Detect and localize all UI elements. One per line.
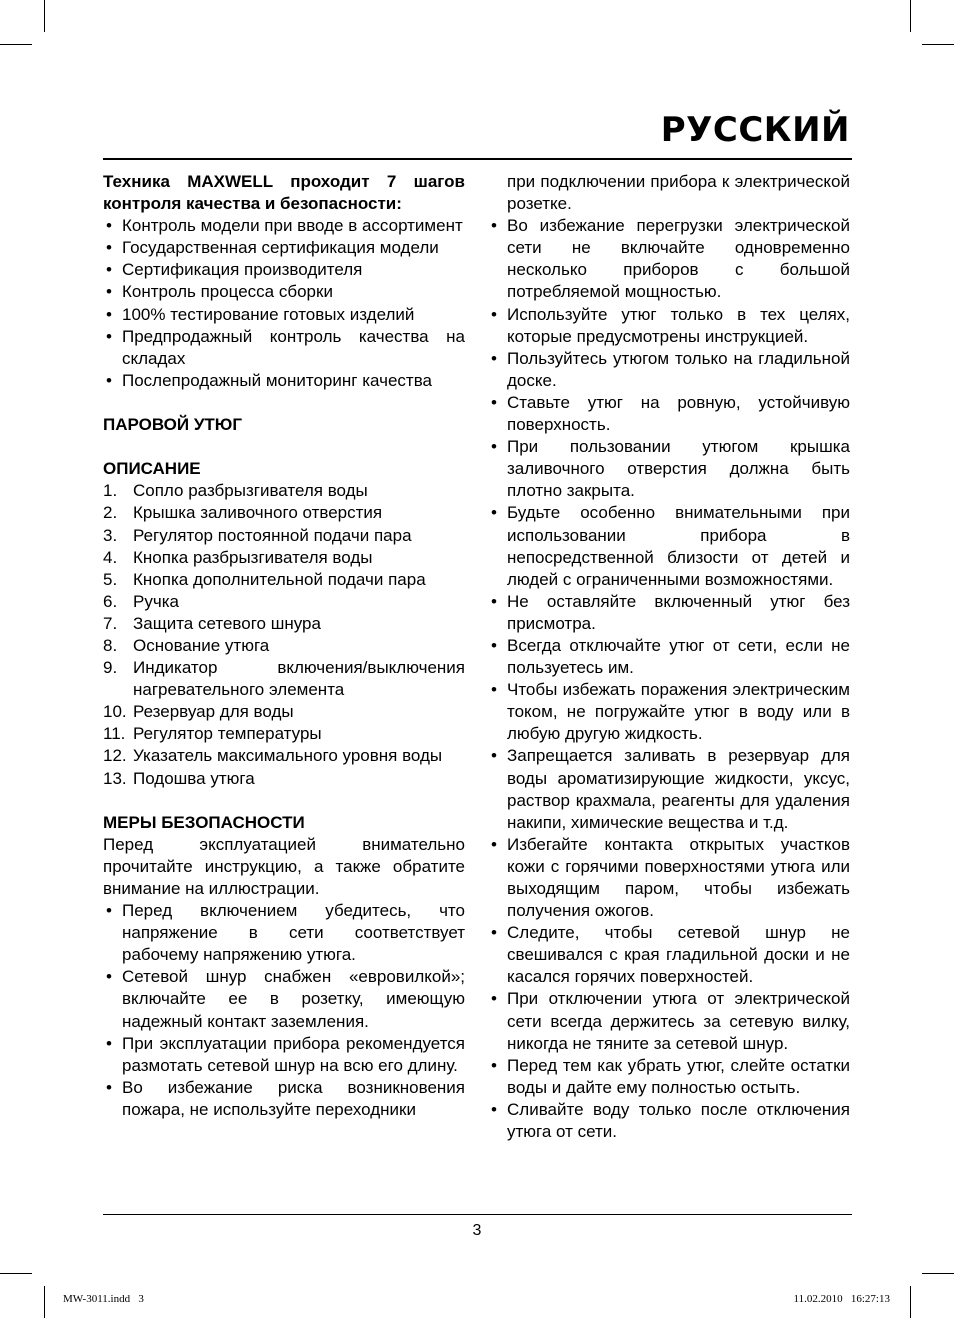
bullet-icon: • [491,1099,497,1119]
list-item-text: Пользуйтесь утюгом только на гладильной доске. [507,348,850,390]
list-item-text: Всегда отключайте утюг от сети, если не пользуетесь им. [507,635,850,678]
bullet-icon: • [491,923,497,943]
list-item-text: Контроль модели при вводе в ассортимент [122,216,463,236]
list-item [103,370,465,392]
item-number: 7. [103,613,118,633]
list-item [488,392,850,436]
safety-intro: Перед эксплуатацией внимательно прочитайте инструкцию, а также обратите внимание на иллюстрации. [103,834,465,898]
list-item [103,1033,465,1077]
bullet-icon: • [106,304,112,324]
bullet-icon: • [106,967,112,987]
bullet-icon: • [491,392,497,412]
bullet-icon: • [491,503,497,523]
list-item-text: Контроль процесса сборки [122,282,333,302]
product-title: ПАРОВОЙ УТЮГ [103,415,242,435]
quality-heading: Техника MAXWELL проходит 7 шагов контроля качества и безопасности: [103,172,465,214]
list-item-text: Избегайте контакта открытых участков кожи с горячими поверхностями утюга или выходящим паром, чтобы избежать получения ожогов. [507,834,850,921]
list-item-text: Чтобы избежать поражения электрическим током, не погружайте утюг в воду или в любую другую жидкость. [507,680,850,744]
item-number: 5. [103,569,118,589]
parts-list [103,480,465,789]
page-number: 3 [472,1222,482,1239]
list-item-text: Сопло разбрызгивателя воды [133,481,368,501]
list-item [103,745,465,767]
list-item-text: Сетевой шнур снабжен «евровилкой»; включайте ее в розетку, имеющую надежный контакт заземления. [122,967,465,1031]
item-number: 12. [103,746,127,766]
crop-mark [0,44,32,45]
right-column [488,171,850,1143]
bullet-icon: • [106,370,112,390]
list-item [103,1077,465,1121]
list-item [103,304,465,326]
list-item-text: Кнопка разбрызгивателя воды [133,547,373,567]
list-item-text: Индикатор включения/выключения нагревательного элемента [133,658,465,700]
item-number: 11. [103,724,126,744]
description-heading: ОПИСАНИЕ [103,459,201,479]
bullet-icon: • [491,635,497,655]
list-item [488,922,850,988]
item-number: 2. [103,503,118,523]
list-item [488,679,850,745]
list-item [488,591,850,635]
list-item [103,215,465,237]
list-item [488,635,850,679]
list-item [103,657,465,701]
crop-mark [922,44,954,45]
list-item [488,215,850,303]
crop-mark [910,0,911,32]
page-title: РУССКИЙ [660,110,850,150]
list-item [103,547,465,569]
list-item-text: Предпродажный контроль качества на складах [122,326,465,368]
list-item [103,723,465,745]
list-item [103,525,465,547]
list-item-text: Резервуар для воды [133,702,294,722]
list-item [103,326,465,370]
print-slug-file: MW-3011.indd 3 [63,1293,144,1305]
list-item [103,635,465,657]
left-column [103,171,465,1121]
item-number: 3. [103,525,118,545]
list-item [103,569,465,591]
bullet-icon: • [491,216,497,236]
list-item [103,701,465,723]
bullet-icon: • [106,282,112,302]
bullet-icon: • [106,1077,112,1097]
list-item-text: Государственная сертификация модели [122,238,439,258]
list-item-text: При пользовании утюгом крышка заливочного отверстия должна быть плотно закрыта. [507,437,850,501]
list-item-text: Перед тем как убрать утюг, слейте остатки воды и дайте ему полностью остыть. [507,1055,850,1097]
list-item-text: Ручка [133,591,179,611]
list-item-text: При отключении утюга от электрической сети всегда держитесь за сетевую вилку, никогда не тяните за сетевой шнур. [507,989,850,1053]
list-item [103,900,465,966]
bullet-icon: • [106,901,112,921]
bullet-icon: • [491,348,497,368]
list-item-text: Кнопка дополнительной подачи пара [133,569,426,589]
safety-heading: МЕРЫ БЕЗОПАСНОСТИ [103,812,305,832]
list-item [103,502,465,524]
list-item [103,237,465,259]
list-item-text: Подошва утюга [133,768,255,788]
list-item-text: Во избежание перегрузки электрической сети не включайте одновременно несколько приборов с большой потребляемой мощностью. [507,216,850,302]
crop-mark [0,1273,32,1274]
list-item [488,436,850,502]
item-number: 1. [103,481,118,501]
list-item [103,768,465,790]
list-item [488,834,850,922]
list-item-text: Следите, чтобы сетевой шнур не свешивался с края гладильной доски и не касался горячих поверхностей. [507,923,850,987]
list-item [103,281,465,303]
item-number: 13. [103,768,127,788]
list-item-text: Перед включением убедитесь, что напряжение в сети соответствует рабочему напряжению утюга. [122,901,465,965]
list-item-text: Ставьте утюг на ровную, устойчивую поверхность. [507,392,850,435]
list-item [103,613,465,635]
list-item [103,966,465,1032]
bullet-icon: • [106,326,112,346]
bullet-icon: • [491,304,497,324]
list-item-text: Основание утюга [133,635,270,655]
bullet-icon: • [106,1033,112,1053]
list-item-text: Сертификация производителя [122,260,363,280]
list-item [103,480,465,502]
bullet-icon: • [491,1055,497,1075]
crop-mark [910,1286,911,1318]
list-item [103,591,465,613]
item-number: 9. [103,658,118,678]
bullet-icon: • [491,989,497,1009]
list-item [488,348,850,392]
crop-mark [922,1273,954,1274]
list-item-text: Указатель максимального уровня воды [133,746,443,766]
list-item-text: Защита сетевого шнура [133,613,321,633]
list-item-text: Сливайте воду только после отключения утюга от сети. [507,1099,850,1142]
bullet-icon: • [491,746,497,766]
print-slug-date: 11.02.2010 16:27:13 [793,1293,890,1305]
safety-list-left [103,900,465,1121]
bullet-icon: • [106,260,112,280]
list-item-text: Крышка заливочного отверстия [133,503,383,523]
list-item-text: Будьте особенно внимательными при использовании прибора в непосредственной близости от детей и людей с ограниченными возможностями. [507,503,850,589]
bullet-icon: • [106,238,112,258]
list-item [103,259,465,281]
list-item-text: Регулятор постоянной подачи пара [133,525,412,545]
item-number: 10. [103,702,127,722]
crop-mark [44,0,45,32]
bullet-icon: • [491,591,497,611]
list-item-text: Используйте утюг только в тех целях, которые предусмотрены инструкцией. [507,304,850,346]
safety-continuation: при подключении прибора к электрической розетке. [507,172,850,214]
list-item-text: При эксплуатации прибора рекомендуется размотать сетевой шнур на всю его длину. [122,1033,465,1075]
header-rule [103,158,852,160]
list-item-text: Регулятор температуры [133,724,322,744]
bullet-icon: • [491,834,497,854]
list-item [488,304,850,348]
bullet-icon: • [106,216,112,236]
list-item [488,1099,850,1143]
item-number: 8. [103,635,118,655]
bullet-icon: • [491,680,497,700]
crop-mark [44,1286,45,1318]
bullet-icon: • [491,437,497,457]
list-item-text: Не оставляйте включенный утюг без присмотра. [507,591,850,633]
item-number: 4. [103,547,118,567]
list-item [488,1055,850,1099]
list-item [488,502,850,590]
list-item-text: Послепродажный мониторинг качества [122,370,432,390]
list-item [488,988,850,1054]
safety-list-right [488,215,850,1143]
list-item-text: 100% тестирование готовых изделий [122,304,415,324]
list-item-text: Запрещается заливать в резервуар для воды ароматизирующие жидкости, уксус, раствор крахмала, реагенты для удаления накипи, химические вещества и т.д. [507,746,850,832]
footer-rule [103,1214,852,1215]
quality-steps-list [103,215,465,392]
list-item-text: Во избежание риска возникновения пожара, не используйте переходники [122,1077,465,1119]
list-item [488,745,850,833]
item-number: 6. [103,591,118,611]
